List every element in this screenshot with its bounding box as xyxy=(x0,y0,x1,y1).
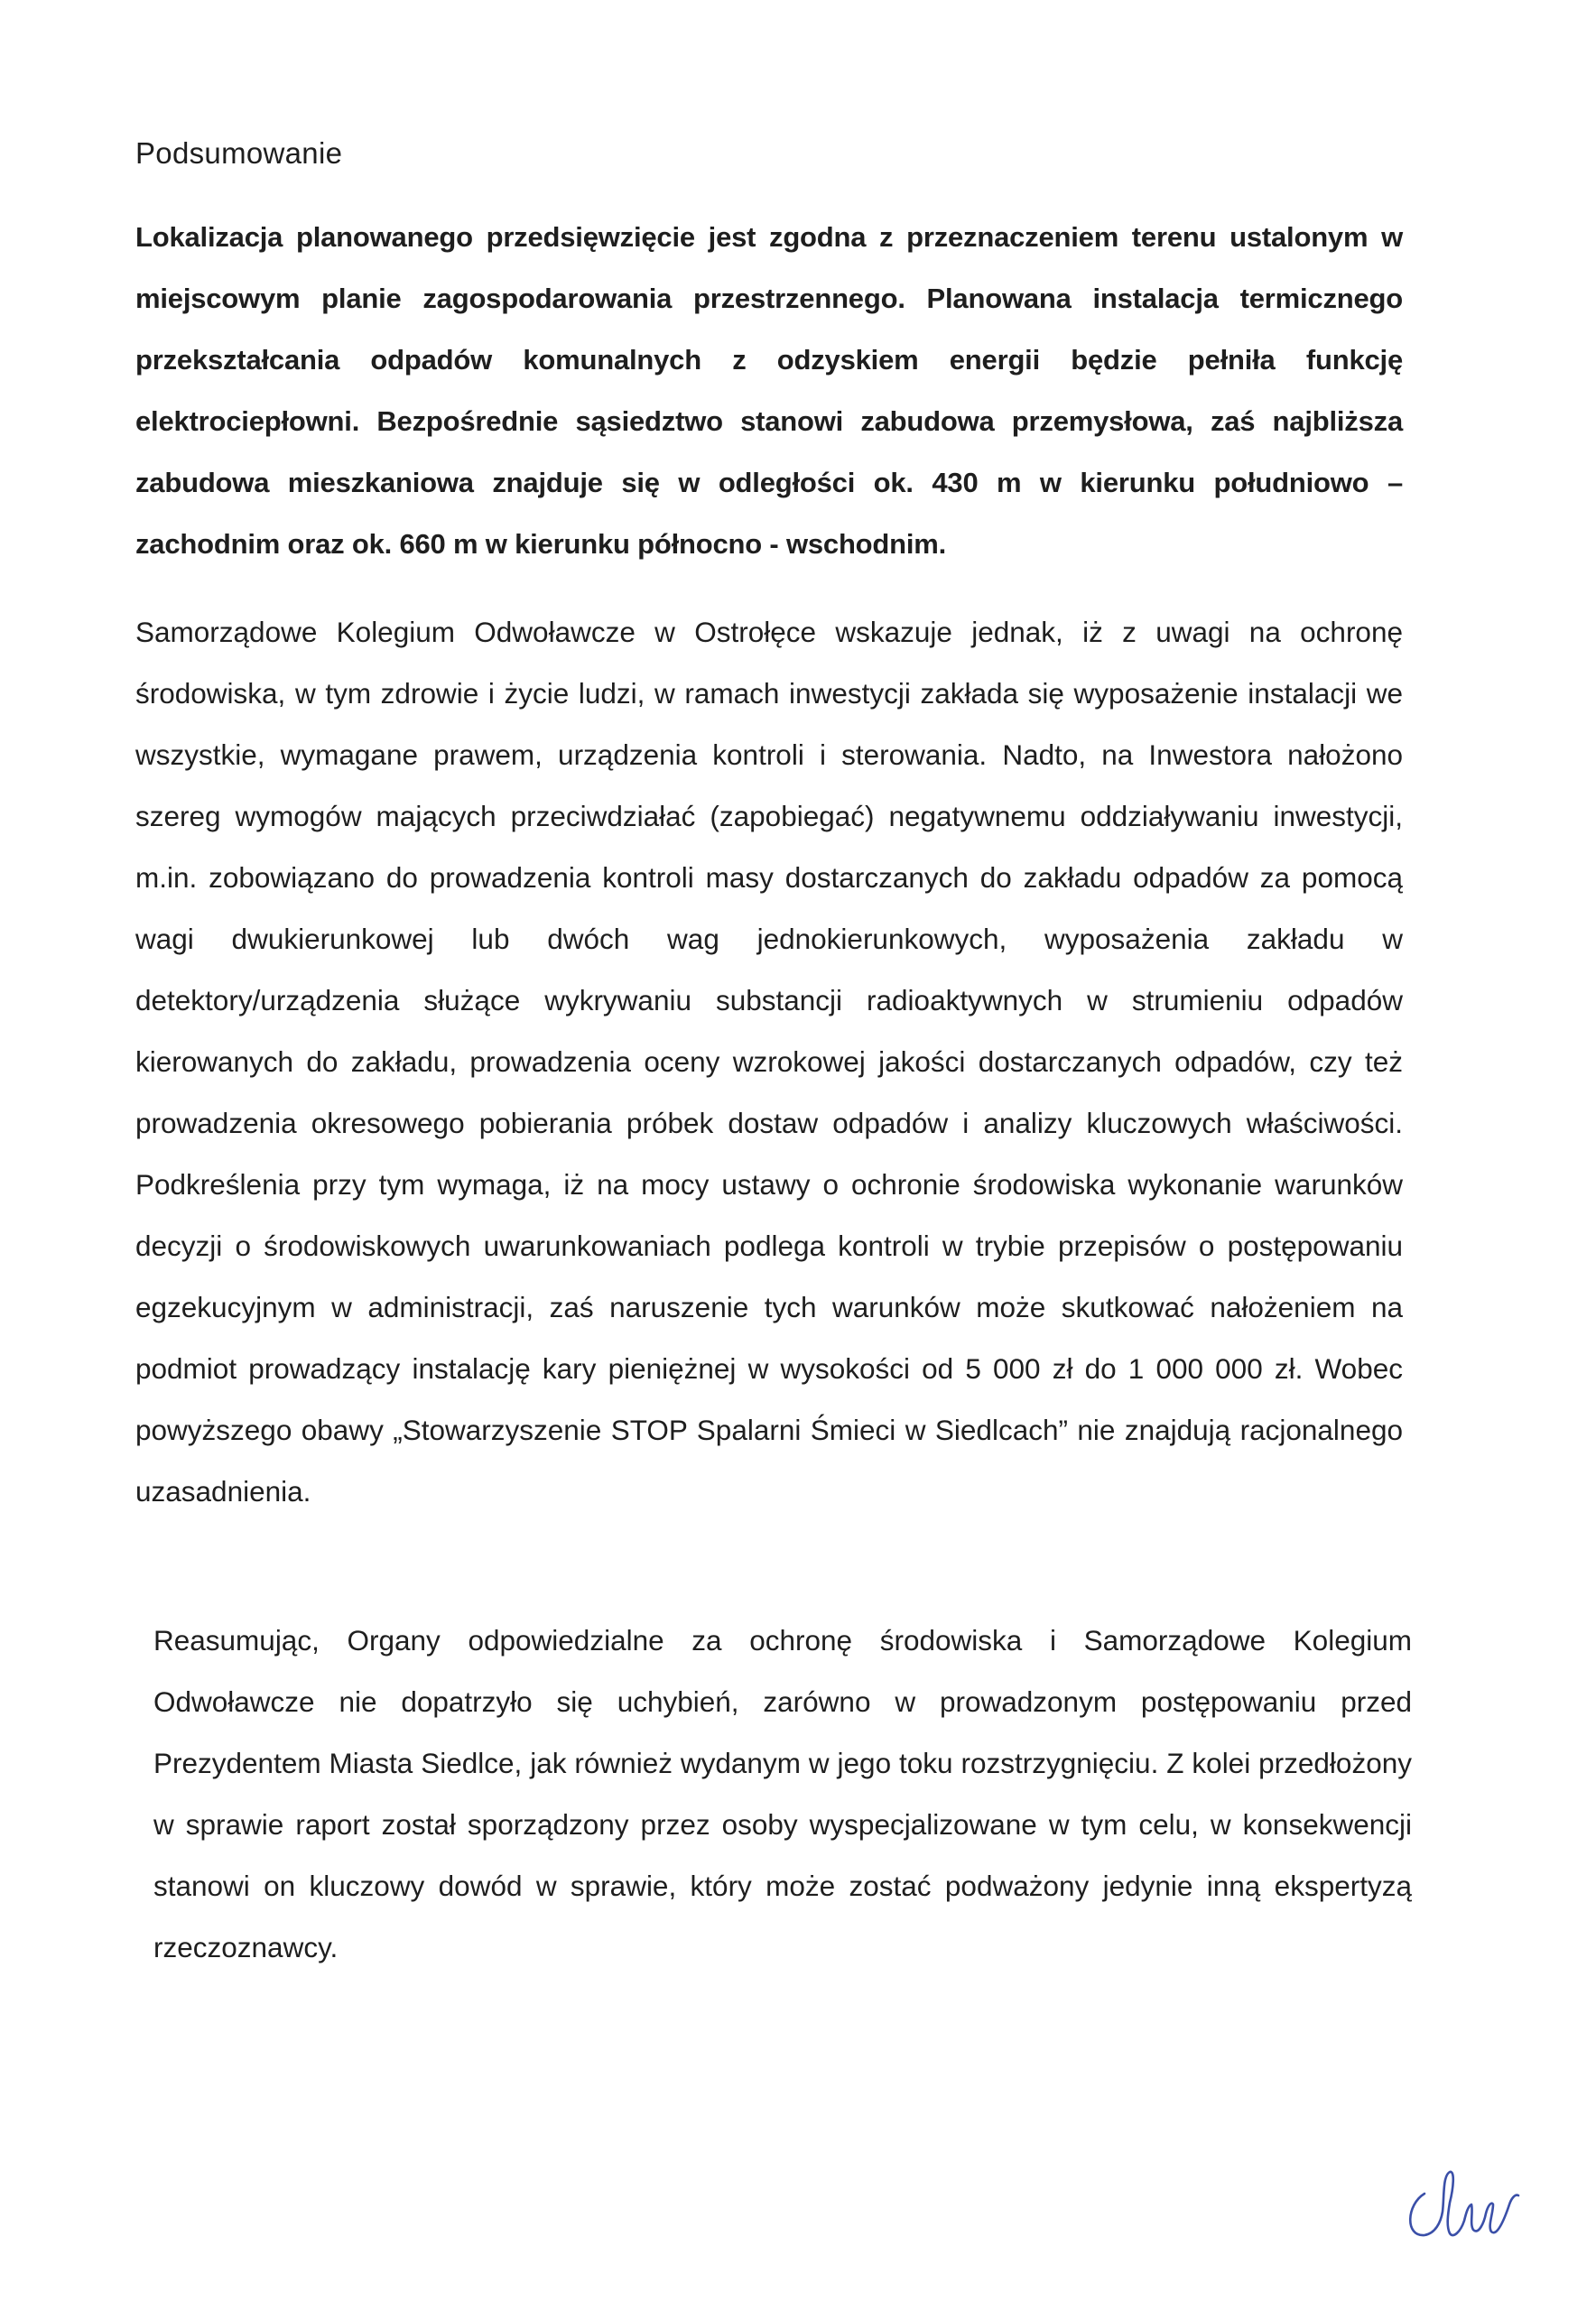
handwritten-signature xyxy=(1397,2158,1524,2248)
summary-paragraph-conclusion: Reasumując, Organy odpowiedzialne za ochronę środowiska i Samorządowe Kolegium Odwoławcze nie dopatrzyło się uchybień, zarówno w prowadzonym postępowaniu przed Prezydentem Miasta Siedlce, jak również wydanym w jego toku rozstrzygnięciu. Z kolei przedłożony w sprawie raport został sporządzony przez osoby wyspecjalizowane w tym celu, w konsekwencji stanowi on kluczowy dowód w sprawie, który może zostać podważony jedynie inną ekspertyzą rzeczoznawcy. xyxy=(153,1624,1412,1963)
summary-paragraph-location: Lokalizacja planowanego przedsięwzięcie jest zgodna z przeznaczeniem terenu ustalonym w miejscowym planie zagospodarowania przestrzennego. Planowana instalacja termicznego przekształcania odpadów komunalnych z odzyskiem energii będzie pełniła funkcję elektrociepłowni. Bezpośrednie sąsiedztwo stanowi zabudowa przemysłowa, zaś najbliższa zabudowa mieszkaniowa znajduje się w odległości ok. 430 m w kierunku południowo – zachodnim oraz ok. 660 m w kierunku północno - wschodnim. xyxy=(135,221,1403,560)
summary-paragraph-safeguards: Samorządowe Kolegium Odwoławcze w Ostrołęce wskazuje jednak, iż z uwagi na ochronę środowiska, w tym zdrowie i życie ludzi, w ramach inwestycji zakłada się wyposażenie instalacji we wszystkie, wymagane prawem, urządzenia kontroli i sterowania. Nadto, na Inwestora nałożono szereg wymogów mających przeciwdziałać (zapobiegać) negatywnemu oddziaływaniu inwestycji, m.in. zobowiązano do prowadzenia kontroli masy dostarczanych do zakładu odpadów za pomocą wagi dwukierunkowej lub dwóch wag jednokierunkowych, wyposażenia zakładu w detektory/urządzenia służące wykrywaniu substancji radioaktywnych w strumieniu odpadów kierowanych do zakładu, prowadzenia oceny wzrokowej jakości dostarczanych odpadów, czy też prowadzenia okresowego pobierania próbek dostaw odpadów i analizy kluczowych właściwości. Podkreślenia przy tym wymaga, iż na mocy ustawy o ochronie środowiska wykonanie warunków decyzji o środowiskowych uwarunkowaniach podlega kontroli w trybie przepisów o postępowaniu egzekucyjnym w administracji, zaś naruszenie tych warunków może skutkować nałożeniem na podmiot prowadzący instalację kary pieniężnej w wysokości od 5 000 zł do 1 000 000 zł. Wobec powyższego obawy „Stowarzyszenie STOP Spalarni Śmieci w Siedlcach” nie znajdują racjonalnego uzasadnienia. xyxy=(135,616,1403,1508)
section-heading: Podsumowanie xyxy=(135,136,343,170)
